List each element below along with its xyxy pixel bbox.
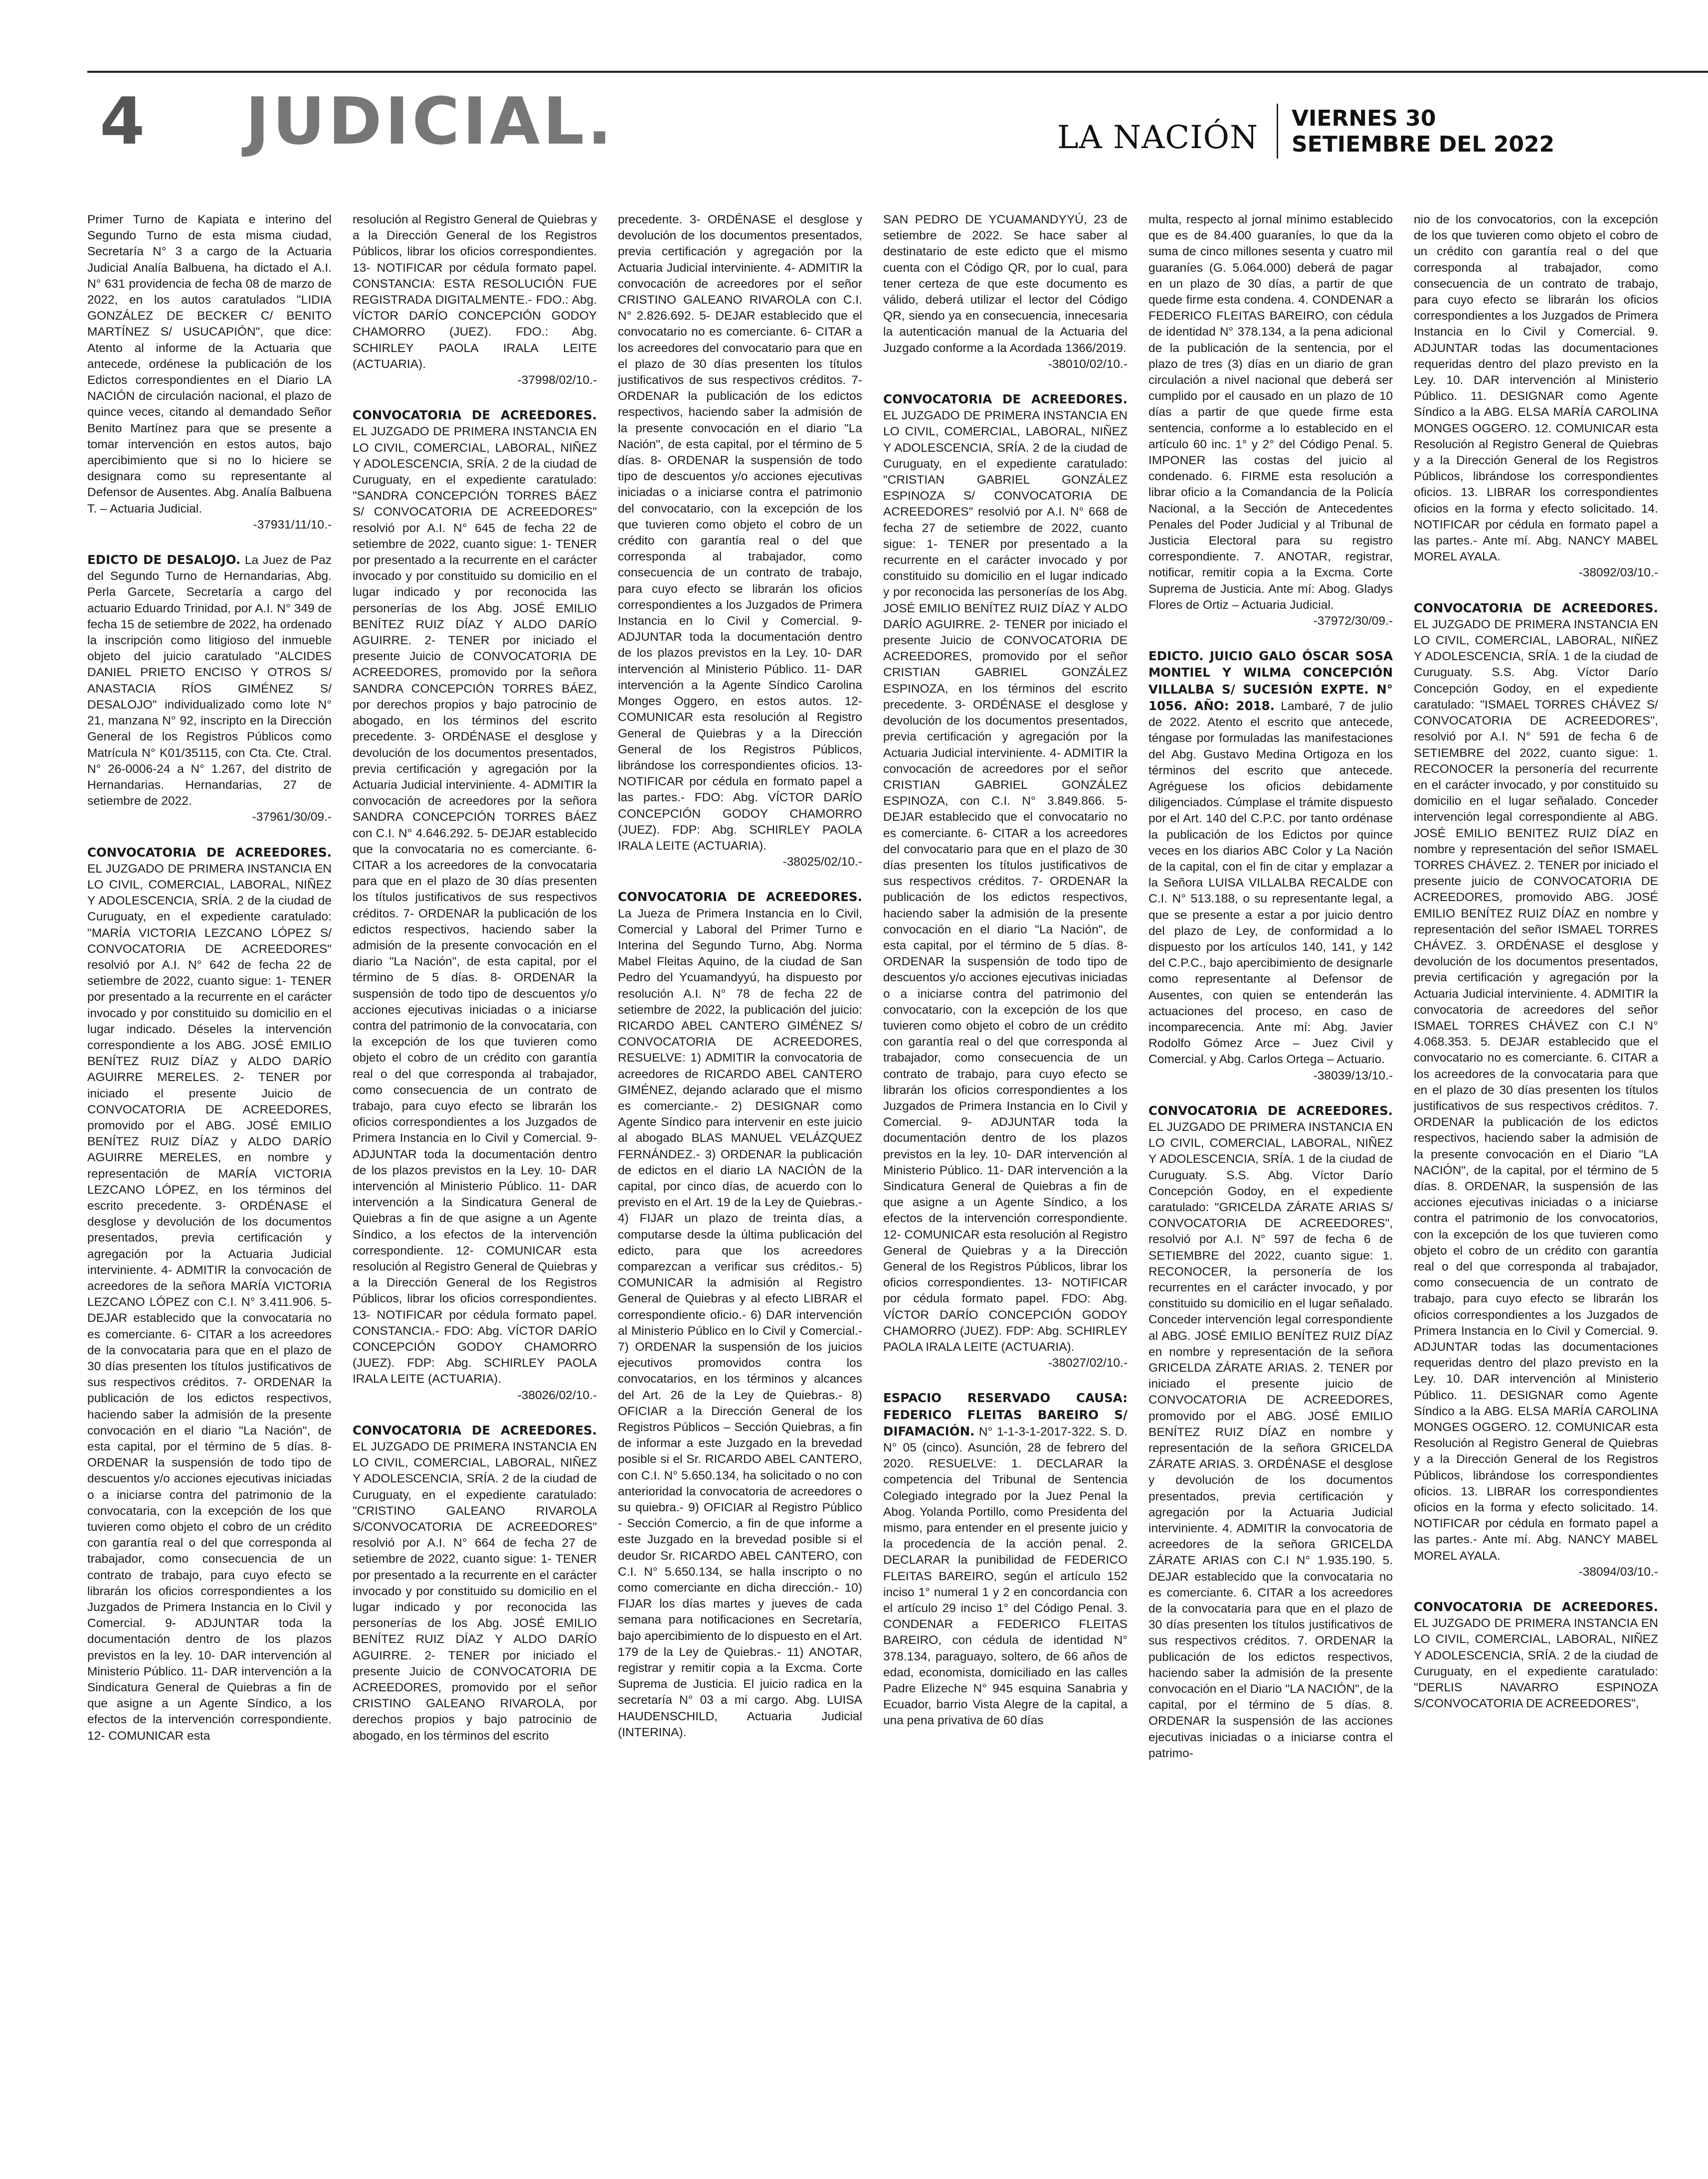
header-rule: [87, 71, 1708, 73]
notice-body: La Jueza de Primera Instancia en lo Civil, Comercial y Laboral del Primer Turno e Interina del Segundo Turno, Abg. Norma Mabel Fleitas Aquino, de la ciudad de San Pedro del Ycuamandyyú, ha dispuesto por resolución A.I. N° 78 de fecha 22 de setiembre de 2022, la publicación del juicio: RICARDO ABEL CANTERO GIMÉNEZ S/ CONVOCATORIA DE ACREEDORES, RESUELVE: 1) ADMITIR la convocatoria de acreedores de RICARDO ABEL CANTERO GIMÉNEZ, dejando aclarado que el mismo es comerciante.- 2) DESIGNAR como Agente Síndico para intervenir en este juicio al abogado BLAS MANUEL VELÁZQUEZ FERNÁNDEZ.- 3) ORDENAR la publicación de edictos en el diario LA NACIÓN de la capital, por cinco días, de acuerdo con lo previsto en el Art. 19 de la Ley de Quiebras.- 4) FIJAR un plazo de treinta días, a computarse desde la última publicación del edicto, para que los acreedores comparezcan a verificar sus créditos.- 5) COMUNICAR la admisión al Registro General de Quiebras y al efecto LIBRAR el correspondiente oficio.- 6) DAR intervención al Ministerio Público en lo Civil y Comercial.- 7) ORDENAR la suspensión de los juicios ejecutivos promovidos contra los convocatarios, en los términos y alcances del Art. 26 de la Ley de Quiebras.- 8) OFICIAR a la Dirección General de los Registros Públicos – Sección Quiebras, a fin de informar a este Juzgado en la brevedad posible si el Sr. RICARDO ABEL CANTERO, con C.I. N° 5.650.134, ha solicitado o no con anterioridad la convocatoria de acreedores o su quiebra.- 9) OFICIAR al Registro Público - Sección Comercio, a fin de que informe a este Juzgado en la brevedad posible si el deudor Sr. RICARDO ABEL CANTERO, con C.I. N° 5.650.134, se halla inscripto o no como comerciante en dicha dirección.- 10) FIJAR los días martes y jueves de cada semana para notificaciones en Secretaría, bajo apercibimiento de lo dispuesto en el Art. 179 de la Ley de Quiebras.- 11) ANOTAR, registrar y remitir copia a la Excma. Corte Suprema de Justicia. El juicio radica en la secretaría N° 03 a mi cargo. Abg. LUISA HAUDENSCHILD, Actuaria Judicial (INTERINA).: [618, 907, 862, 1739]
text-column: [353, 212, 597, 2159]
notice-body: multa, respecto al jornal mínimo establecido que es de 84.400 guaraníes, lo que da la suma de cinco millones sesenta y cuatro mil guaraníes (G. 5.064.000) deberá de pagar en un plazo de 30 días, a partir de que quede firme esta condena. 4. CONDENAR a FEDERICO FLEITAS BAREIRO, con cédula de identidad N° 378.134, a la pena adicional de la publicación de la sentencia, por el plazo de tres (3) días en un diario de gran circulación a nivel nacional que deberá ser cumplido por el causado en un plazo de 10 días a partir de que quede firme esta sentencia, conforme a lo establecido en el artículo 60 inc. 1° y 2° del Código Penal. 5. IMPONER las costas del juicio al condenado. 6. FIRME esta resolución a librar oficio a la Comandancia de la Policía Nacional, a la Sección de Antecedentes Penales del Poder Judicial y al Tribunal de Justicia Electoral para su registro correspondiente. 7. ANOTAR, registrar, notificar, remitir copia a la Excma. Corte Suprema de Justicia. Ante mí: Abog. Gladys Flores de Ortiz – Actuaria Judicial.: [1148, 213, 1393, 612]
text-column: [883, 212, 1128, 2159]
newspaper-logo: LA NACIÓN: [1057, 119, 1258, 156]
notice-reference: -38026/02/10.-: [517, 1388, 597, 1402]
notice: [87, 212, 332, 533]
notice-heading: EDICTO DE DESALOJO.: [87, 552, 241, 567]
notice-heading: EDICTO. JUICIO GALO ÓSCAR SOSA MONTIEL Y WILMA CONCEPCIÓN VILLALBA S/ SUCESIÓN EXPTE. N° 1056. AÑO: 2018.: [1148, 649, 1393, 713]
notice-body: EL JUZGADO DE PRIMERA INSTANCIA EN LO CIVIL, COMERCIAL, LABORAL, NIÑEZ Y ADOLESCENCIA, SRÍA. 1 de la ciudad de Curuguaty. S.S. Abg. Víctor Darío Concepción Godoy, en el expediente caratulado: "ISMAEL TORRES CHÁVEZ S/ CONVOCATORIA DE ACREEDORES", resolvió por A.I. N° 591 de fecha 6 de SETIEMBRE del 2022, cuanto sigue: 1. RECONOCER la personería del recurrente en el carácter invocado, y por constituido su domicilio en el lugar señalado. Conceder intervención legal correspondiente al ABG. JOSÉ EMILIO BENITEZ RUIZ DÍAZ en nombre y representación del señor ISMAEL TORRES CHÁVEZ. 2. TENER por iniciado el presente juicio de CONVOCATORIA DE ACREEDORES, promovido ABG. JOSÉ EMILIO BENÍTEZ RUIZ DÍAZ en nombre y representación del señor ISMAEL TORRES CHÁVEZ. 3. ORDÉNASE el desglose y devolución de los documentos presentados, previa certificación y agregación por la Actuaria Judicial interviniente. 4. ADMITIR la convocatoria de acreedores del señor ISMAEL TORRES CHÁVEZ con C.I N° 4.068.353. 5. DEJAR establecido que el convocatario no es comerciante. 6. CITAR a los acreedores de la convocataria para que en el plazo de 30 días presenten los títulos justificativos de sus respectivos créditos. 7. ORDENAR la publicación de los edictos respectivos, haciendo saber la admisión de la presente convocación en el Diario "LA NACIÓN", de la capital, por el término de 5 días. 8. ORDENAR, la suspensión de las acciones ejecutivas iniciadas o a iniciarse contra el patrimonio de los convocatorios, con la excepción de los que tuvieren como objeto el cobro de un crédito con garantía real o del que corresponda al trabajador, como consecuencia de un contrato de trabajo, para cuyo efecto se librarán los oficios correspondientes a los Juzgados de Primera Instancia en lo Civil y Comercial. 9. ADJUNTAR todas las documentaciones requeridas dentro del plazo previsto en la Ley. 10. DAR intervención al Ministerio Público. 11. DESIGNAR como Agente Síndico a la ABG. ELSA MARÍA CAROLINA MONGES OGGERO. 12. COMUNICAR esta Resolución al Registro General de Quiebras y a la Dirección General de los Registros Públicos, librándose los correspondientes oficios. 13. LIBRAR los correspondientes oficios en la forma y efecto solicitado. 14. NOTIFICAR por cédula en formato papel a las partes.- Ante mí. Abg. NANCY MABEL MOREL AYALA.: [1414, 617, 1658, 1563]
notice-reference: -38010/02/10.-: [1048, 357, 1128, 371]
notice: [1414, 212, 1658, 581]
notice: [883, 1390, 1128, 1729]
section-title: JUDICIAL.: [245, 83, 615, 159]
notice-heading: CONVOCATORIA DE ACREEDORES.: [353, 408, 597, 423]
notice: [87, 552, 332, 825]
text-column: [87, 212, 332, 2159]
notice-body: resolución al Registro General de Quiebras y a la Dirección General de los Registros Públicos, librar los oficios correspondientes. 13- NOTIFICAR por cédula formato papel. CONSTANCIA: ESTA RESOLUCIÓN FUE REGISTRADA DIGITALMENTE.- FDO.: Abg. VÍCTOR DARÍO CONCEPCIÓN GODOY CHAMORRO (JUEZ). FDO.: Abg. SCHIRLEY PAOLA IRALA LEITE (ACTUARIA).: [353, 213, 597, 371]
notices-area: [87, 212, 1658, 2159]
notice-reference: -37972/30/09.-: [1313, 614, 1393, 628]
notice: [353, 407, 597, 1404]
notice-body: EL JUZGADO DE PRIMERA INSTANCIA EN LO CIVIL, COMERCIAL, LABORAL, NIÑEZ Y ADOLESCENCIA, SRÍA. 1 de la ciudad de Curuguaty. S.S. Abg. Víctor Darío Concepción Godoy, en el expediente caratulado: "GRICELDA ZÁRATE ARIAS S/ CONVOCATORIA DE ACREEDORES", resolvió por A.I. N° 597 de fecha 6 de SETIEMBRE del 2022, cuanto sigue: 1. RECONOCER, la personería de los recurrentes en el carácter invocado, y por constituido su domicilio en el lugar señalado. Conceder intervención legal correspondiente al ABG. JOSÉ EMILIO BENÍTEZ RUIZ DÍAZ en nombre y representación de la señora GRICELDA ZÁRATE ARIAS. 2. TENER por iniciado el presente juicio de CONVOCATORIA DE ACREEDORES, promovido por el ABG. JOSÉ EMILIO BENÍTEZ RUIZ DÍAZ en nombre y representación de la señora GRICELDA ZÁRATE ARIAS. 3. ORDÉNASE el desglose y devolución de los documentos presentados, previa certificación y agregación por la Actuaria Judicial interviniente. 4. ADMITIR la convocatoria de acreedores de la señora GRICELDA ZÁRATE ARIAS con C.I N° 1.935.190. 5. DEJAR establecido que la convocataria no es comerciante. 6. CITAR a los acreedores de la convocataria para que en el plazo de 30 días presenten los títulos justificativos de sus respectivos créditos. 7. ORDENAR la publicación de los edictos respectivos, haciendo saber la admisión de la presente convocación en el Diario "LA NACIÓN", de la capital, por el término de 5 días. 8. ORDENAR la suspensión de las acciones ejecutivas iniciadas o a iniciarse contra el patrimo-: [1148, 1120, 1393, 1760]
notice-body: EL JUZGADO DE PRIMERA INSTANCIA EN LO CIVIL, COMERCIAL, LABORAL, NIÑEZ Y ADOLESCENCIA, SRÍA. 2 de la ciudad de Curuguaty, en el expediente caratulado: "CRISTIAN GABRIEL GONZÁLEZ ESPINOZA S/ CONVOCATORIA DE ACREEDORES" resolvió por A.I. N° 668 de fecha 27 de setiembre de 2022, cuanto sigue: 1- TENER por presentado a la recurrente en el carácter invocado y por constituido su domicilio en el lugar indicado y por reconocida las personerías de los Abg. JOSÉ EMILIO BENÍTEZ RUIZ DÍAZ Y ALDO DARÍO AGUIRRE. 2- TENER por iniciado el presente Juicio de CONVOCATORIA DE ACREEDORES, promovido por el señor CRISTIAN GABRIEL GONZÁLEZ ESPINOZA, en los términos del escrito precedente. 3- ORDÉNASE el desglose y devolución de los documentos presentados, previa certificación y agregación por la Actuaria Judicial interviniente. 4- ADMITIR la convocación de acreedores por el señor CRISTIAN GABRIEL GONZÁLEZ ESPINOZA, con C.I. N° 3.849.866. 5- DEJAR establecido que el convocatario no es comerciante. 6- CITAR a los acreedores del convocatario para que en el plazo de 30 días presenten los títulos justificativos de sus respectivos créditos. 7- ORDENAR la publicación de los edictos respectivos, haciendo saber la admisión de la presente convocación en el diario "La Nación", de esta capital, por el término de 5 días. 8- ORDENAR la suspensión de todo tipo de descuentos y/o acciones ejecutivas iniciadas o a iniciarse contra del patrimonio del convocatario, con la excepción de los que tuvieren como objeto el cobro de un crédito con garantía real o del que corresponda al trabajador, como consecuencia de un contrato de trabajo, para cuyo efecto se librarán los oficios correspondientes a los Juzgados de Primera Instancia en lo Civil y Comercial. 9- ADJUNTAR toda la documentación dentro de los plazos previstos en la ley. 10- DAR intervención al Ministerio Público. 11- DAR intervención a la Sindicatura General de Quiebras a fin de que asigne a un Agente Síndico, a los efectos de la intervención correspondiente. 12- COMUNICAR esta resolución al Registro General de Quiebras y a la Dirección General de los Registros Públicos, librar los oficios correspondientes. 13- NOTIFICAR por cédula formato papel. FDO: Abg. VÍCTOR DARÍO CONCEPCIÓN GODOY CHAMORRO (JUEZ). FDP: Abg. SCHIRLEY PAOLA IRALA LEITE (ACTUARIA).: [883, 409, 1128, 1354]
notice-heading: CONVOCATORIA DE ACREEDORES.: [618, 890, 862, 905]
notice: [87, 845, 332, 1744]
notice-reference: -38027/02/10.-: [1048, 1356, 1128, 1370]
issue-day: VIERNES 30: [1292, 106, 1436, 131]
issue-date: SETIEMBRE DEL 2022: [1292, 132, 1555, 157]
notice-reference: -38094/03/10.-: [1578, 1565, 1658, 1579]
notice-reference: -37998/02/10.-: [517, 373, 597, 387]
notice: [1148, 648, 1393, 1084]
notice-body: EL JUZGADO DE PRIMERA INSTANCIA EN LO CIVIL, COMERCIAL, LABORAL, NIÑEZ Y ADOLESCENCIA, SRÍA. 2 de la ciudad de Curuguaty, en el expediente caratulado: "DERLIS NAVARRO ESPINOZA S/CONVOCATORIA DE ACREEDORES",: [1414, 1617, 1658, 1711]
notice: [1414, 1599, 1658, 1712]
notice-body: EL JUZGADO DE PRIMERA INSTANCIA EN LO CIVIL, COMERCIAL, LABORAL, NIÑEZ Y ADOLESCENCIA, SRÍA. 2 de la ciudad de Curuguaty, en el expediente caratulado: "MARÍA VICTORIA LEZCANO LÓPEZ S/ CONVOCATORIA DE ACREEDORES" resolvió por A.I. N° 642 de fecha 22 de setiembre de 2022, cuanto sigue: 1- TENER por presentado a la recurrente en el carácter invocado y por constituido su domicilio en el lugar indicado. Déseles la intervención correspondiente a los ABG. JOSÉ EMILIO BENÍTEZ RUIZ DÍAZ y ALDO DARÍO AGUIRRE MERELES. 2- TENER por iniciado el presente Juicio de CONVOCATORIA DE ACREEDORES, promovido por el ABG. JOSÉ EMILIO BENÍTEZ RUIZ DÍAZ y ALDO DARÍO AGUIRRE MERELES, en nombre y representación de MARÍA VICTORIA LEZCANO LÓPEZ, en los términos del escrito precedente. 3- ORDÉNASE el desglose y devolución de los documentos presentados, previa certificación y agregación por la Actuaria Judicial interviniente. 4- ADMITIR la convocación de acreedores de la señora MARÍA VICTORIA LEZCANO LÓPEZ con C.I. N° 3.411.906. 5- DEJAR establecido que la convocataria no es comerciante. 6- CITAR a los acreedores de la convocataria para que en el plazo de 30 días presenten los títulos justificativos de sus respectivos créditos. 7- ORDENAR la publicación de los edictos respectivos, haciendo saber la admisión de la presente convocación en el diario "La Nación", de esta capital, por el término de 5 días. 8- ORDENAR la suspensión de todo tipo de descuentos y/o acciones ejecutivas iniciadas o a iniciarse contra del patrimonio de la convocataria, con la excepción de los que tuvieren como objeto el cobro de un crédito con garantía real o del que corresponda al trabajador, como consecuencia de un contrato de trabajo, para cuyo efecto se librarán los oficios correspondientes a los Juzgados de Primera Instancia en lo Civil y Comercial. 9- ADJUNTAR toda la documentación dentro de los plazos previstos en la ley. 10- DAR intervención al Ministerio Público. 11- DAR intervención a la Sindicatura General de Quiebras a fin de que asigne a un Agente Síndico, a los efectos de la intervención correspondiente. 12- COMUNICAR esta: [87, 862, 332, 1743]
notice-heading: CONVOCATORIA DE ACREEDORES.: [1148, 1103, 1393, 1118]
notice-heading: CONVOCATORIA DE ACREEDORES.: [87, 845, 332, 860]
notice-heading: CONVOCATORIA DE ACREEDORES.: [883, 392, 1128, 407]
notice-heading: CONVOCATORIA DE ACREEDORES.: [1414, 600, 1658, 615]
notice-reference: -38092/03/10.-: [1578, 566, 1658, 580]
notice-body: precedente. 3- ORDÉNASE el desglose y devolución de los documentos presentados, previa certificación y agregación por la Actuaria Judicial interviniente. 4- ADMITIR la convocación de acreedores por el señor CRISTINO GALEANO RIVAROLA con C.I. N° 2.826.692. 5- DEJAR establecido que el convocatario no es comerciante. 6- CITAR a los acreedores del convocatario para que en el plazo de 30 días presenten los títulos justificativos de sus respectivos créditos. 7- ORDENAR la publicación de los edictos respectivos, haciendo saber la admisión de la presente convocación en el diario "La Nación", de esta capital, por el término de 5 días. 8- ORDENAR la suspensión de todo tipo de descuentos y/o acciones ejecutivas iniciadas o a iniciarse contra el patrimonio del convocatario, con la excepción de los que tuvieren como objeto el cobro de un crédito con garantía real o del que corresponda al trabajador, como consecuencia de un contrato de trabajo, para cuyo efecto se librarán los oficios correspondientes a los Juzgados de Primera Instancia en lo Civil y Comercial. 9- ADJUNTAR toda la documentación dentro de los plazos previstos en la Ley. 10- DAR intervención al Ministerio Público. 11- DAR intervención a la Agente Síndico Carolina Monges Oggero, en estos autos. 12- COMUNICAR esta resolución al Registro General de Quiebras y a la Dirección General de los Registros Públicos, librándose los correspondientes oficios. 13- NOTIFICAR por cédula en formato papel a las partes.- FDO: Abg. VÍCTOR DARÍO CONCEPCIÓN GODOY CHAMORRO (JUEZ). FDP: Abg. SCHIRLEY PAOLA IRALA LEITE (ACTUARIA).: [618, 213, 862, 853]
notice-reference: -38025/02/10.-: [782, 855, 862, 869]
header-divider: [1277, 104, 1278, 159]
text-column: [1414, 212, 1658, 2159]
notice: [618, 212, 862, 870]
notice-body: nio de los convocatorios, con la excepción de los que tuvieren como objeto el cobro de un crédito con garantía real o del que corresponda al trabajador, como consecuencia de un contrato de trabajo, para cuyo efecto se librarán los oficios correspondientes a los Juzgados de Primera Instancia en lo Civil y Comercial. 9. ADJUNTAR todas las documentaciones requeridas dentro del plazo previsto en la Ley. 10. DAR intervención al Ministerio Público. 11. DESIGNAR como Agente Síndico a la ABG. ELSA MARÍA CAROLINA MONGES OGGERO. 12. COMUNICAR esta Resolución al Registro General de Quiebras y a la Dirección General de los Registros Públicos, librándose los correspondientes oficios. 13. LIBRAR los correspondientes oficios en la forma y efecto solicitado. 14. NOTIFICAR por cédula en formato papel a las partes.- Ante mí. Abg. NANCY MABEL MOREL AYALA.: [1414, 213, 1658, 564]
notice: [1414, 600, 1658, 1580]
notice: [1148, 212, 1393, 629]
notice-reference: -37961/30/09.-: [252, 810, 332, 824]
text-column: [618, 212, 862, 2159]
notice: [618, 889, 862, 1741]
notice-heading: CONVOCATORIA DE ACREEDORES.: [1414, 1600, 1658, 1615]
notice-reference: -37931/11/10.-: [253, 518, 332, 532]
notice-heading: ESPACIO RESERVADO CAUSA: FEDERICO FLEITAS BAREIRO S/ DIFAMACIÓN.: [883, 1391, 1128, 1439]
notice-body: EL JUZGADO DE PRIMERA INSTANCIA EN LO CIVIL, COMERCIAL, LABORAL, NIÑEZ Y ADOLESCENCIA, SRÍA. 2 de la ciudad de Curuguaty, en el expediente caratulado: "SANDRA CONCEPCIÓN TORRES BÁEZ S/ CONVOCATORIA DE ACREEDORES" resolvió por A.I. N° 645 de fecha 22 de setiembre de 2022, cuanto sigue: 1- TENER por presentado a la recurrente en el carácter invocado y por constituido su domicilio en el lugar indicado y por reconocida las personerías de los Abg. JOSÉ EMILIO BENÍTEZ RUIZ DÍAZ Y ALDO DARÍO AGUIRRE. 2- TENER por iniciado el presente Juicio de CONVOCATORIA DE ACREEDORES, promovido por la señora SANDRA CONCEPCIÓN TORRES BÁEZ, por derechos propios y bajo patrocinio de abogado, en los términos del escrito precedente. 3- ORDÉNASE el desglose y devolución de los documentos presentados, previa certificación y agregación por la Actuaria Judicial interviniente. 4- ADMITIR la convocación de acreedores por la señora SANDRA CONCEPCIÓN TORRES BÁEZ con C.I. N° 4.646.292. 5- DEJAR establecido que la convocataria no es comerciante. 6- CITAR a los acreedores de la convocataria para que en el plazo de 30 días presenten los títulos justificativos de sus respectivos créditos. 7- ORDENAR la publicación de los edictos respectivos, haciendo saber la admisión de la presente convocación en el diario "La Nación", de esta capital, por el término de 5 días. 8- ORDENAR la suspensión de todo tipo de descuentos y/o acciones ejecutivas iniciadas o a iniciarse contra del patrimonio de la convocataria, con la excepción de los que tuvieren como objeto el cobro de un crédito con garantía real o del que corresponda al trabajador, como consecuencia de un contrato de trabajo, para cuyo efecto se librarán los oficios correspondientes a los Juzgados de Primera Instancia en lo Civil y Comercial. 9- ADJUNTAR toda la documentación dentro de los plazos previstos en la Ley. 10- DAR intervención al Ministerio Público. 11- DAR intervención a la Sindicatura General de Quiebras a fin de que asigne a un Agente Síndico, a los efectos de la intervención correspondiente. 12- COMUNICAR esta resolución al Registro General de Quiebras y a la Dirección General de los Registros Públicos, librar los oficios correspondientes. 13- NOTIFICAR por cédula formato papel. CONSTANCIA.- FDO: Abg. VÍCTOR DARÍO CONCEPCIÓN GODOY CHAMORRO (JUEZ). FDP: Abg. SCHIRLEY PAOLA IRALA LEITE (ACTUARIA).: [353, 425, 597, 1386]
text-column: [1148, 212, 1393, 2159]
notice: [1148, 1103, 1393, 1762]
notice: [883, 212, 1128, 372]
notice-body: EL JUZGADO DE PRIMERA INSTANCIA EN LO CIVIL, COMERCIAL, LABORAL, NIÑEZ Y ADOLESCENCIA, SRÍA. 2 de la ciudad de Curuguaty, en el expediente caratulado: "CRISTINO GALEANO RIVAROLA S/CONVOCATORIA DE ACREEDORES" resolvió por A.I. N° 664 de fecha 27 de setiembre de 2022, cuanto sigue: 1- TENER por presentado a la recurrente en el carácter invocado y por constituido su domicilio en el lugar indicado y por reconocida las personerías de los Abg. JOSÉ EMILIO BENÍTEZ RUIZ DÍAZ Y ALDO DARÍO AGUIRRE. 2- TENER por iniciado el presente Juicio de CONVOCATORIA DE ACREEDORES, promovido por el señor CRISTINO GALEANO RIVAROLA, por derechos propios y bajo patrocinio de abogado, en los términos del escrito: [353, 1440, 597, 1743]
notice-reference: -38039/13/10.-: [1313, 1069, 1393, 1083]
notice: [883, 391, 1128, 1371]
notice-body: Lambaré, 7 de julio de 2022. Atento el escrito que antecede, téngase por formuladas las manifestaciones del Abg. Gustavo Medina Ortigoza en los términos del escrito que antecede. Agréguese los oficios debidamente diligenciados. Cúmplase el trámite dispuesto por el Art. 140 del C.P.C. por tanto ordénase la publicación de los Edictos por quince veces en los diarios ABC Color y La Nación de la capital, con el fin de citar y emplazar a la Señora LUISA VILLALBA RECALDE con C.I. N° 513.188, o su representante legal, a que se presente a estar a por juicio dentro del plazo de Ley, de conformidad a lo dispuesto por los artículos 140, 141, y 142 del C.P.C., bajo apercibimiento de designarle como representante al Defensor de Ausentes, con quien se entenderán las actuaciones del proceso, en caso de incomparecencia. Ante mí: Abg. Javier Rodolfo Gómez Arce – Juez Civil y Comercial. y Abg. Carlos Ortega – Actuario.: [1148, 699, 1393, 1067]
notice-body: La Juez de Paz del Segundo Turno de Hernandarias, Abg. Perla Garcete, Secretaría a cargo del actuario Eduardo Trinidad, por A.I. N° 349 de fecha 15 de setiembre de 2022, ha ordenado la inscripción como litigioso del inmueble objeto del juicio caratulado "ALCIDES DANIEL PRIETO ENCISO Y OTROS S/ ANASTACIA RÍOS GIMÉNEZ S/ DESALOJO" individualizado como lote N° 21, manzana N° 92, inscripto en la Dirección General de los Registros Públicos como Matrícula N° K01/35115, con Cta. Cte. Ctral. N° 26-0006-24 a N° 1.267, del distrito de Hernandarias. Hernandarias, 27 de setiembre de 2022.: [87, 553, 332, 808]
notice-heading: CONVOCATORIA DE ACREEDORES.: [353, 1423, 597, 1438]
page-number: 4: [100, 83, 145, 159]
notice-body: N° 1-1-3-1-2017-322. S. D. N° 05 (cinco). Asunción, 28 de febrero del 2020. RESUELVE: 1. DECLARAR la competencia del Tribunal de Sentencia Colegiado integrado por la Juez Penal la Abog. Yolanda Portillo, como Presidenta del mismo, para entender en el presente juicio y la procedencia de la acción penal. 2. DECLARAR la punibilidad de FEDERICO FLEITAS BAREIRO, según el artículo 152 inciso 1° numeral 1 y 2 en concordancia con el artículo 29 inciso 1° del Código Penal. 3. CONDENAR a FEDERICO FLEITAS BAREIRO, con cédula de identidad N° 378.134, paraguayo, soltero, de 66 años de edad, economista, domiciliado en las calles Padre Elizeche N° 945 esquina Sanabria y Ecuador, barrio Vista Alegre de la capital, a una pena privativa de 60 días: [883, 1425, 1128, 1728]
notice-body: Primer Turno de Kapiata e interino del Segundo Turno de esta misma ciudad, Secretaría N° 3 a cargo de la Actuaria Judicial Analía Balbuena, ha dictado el A.I. N° 631 providencia de fecha 08 de marzo de 2022, en los autos caratulados "LIDIA GONZÁLEZ DE BECKER C/ BENITO MARTÍNEZ S/ USUCAPIÓN", que dice: Atento al informe de la Actuaria que antecede, ordénese la publicación de los Edictos correspondientes en el Diario LA NACIÓN de circulación nacional, el plazo de quince veces, citando al demandado Señor Benito Martínez para que se presente a tomar intervención en estos autos, bajo apercibimiento que si no lo hiciere se designara como su representante al Defensor de Ausentes. Abg. Analía Balbuena T. – Actuaria Judicial.: [87, 213, 332, 516]
notice: [353, 212, 597, 388]
notice-body: SAN PEDRO DE YCUAMANDYYÚ, 23 de setiembre de 2022. Se hace saber al destinatario de este edicto que el mismo cuenta con el Código QR, por lo cual, para tener certeza de que este documento es válido, deberá utilizar el lector del Código QR, siendo ya en consecuencia, innecesaria la autenticación manual de la Actuaria del Juzgado conforme a la Acordada 1366/2019.: [883, 213, 1128, 355]
notice: [353, 1423, 597, 1744]
